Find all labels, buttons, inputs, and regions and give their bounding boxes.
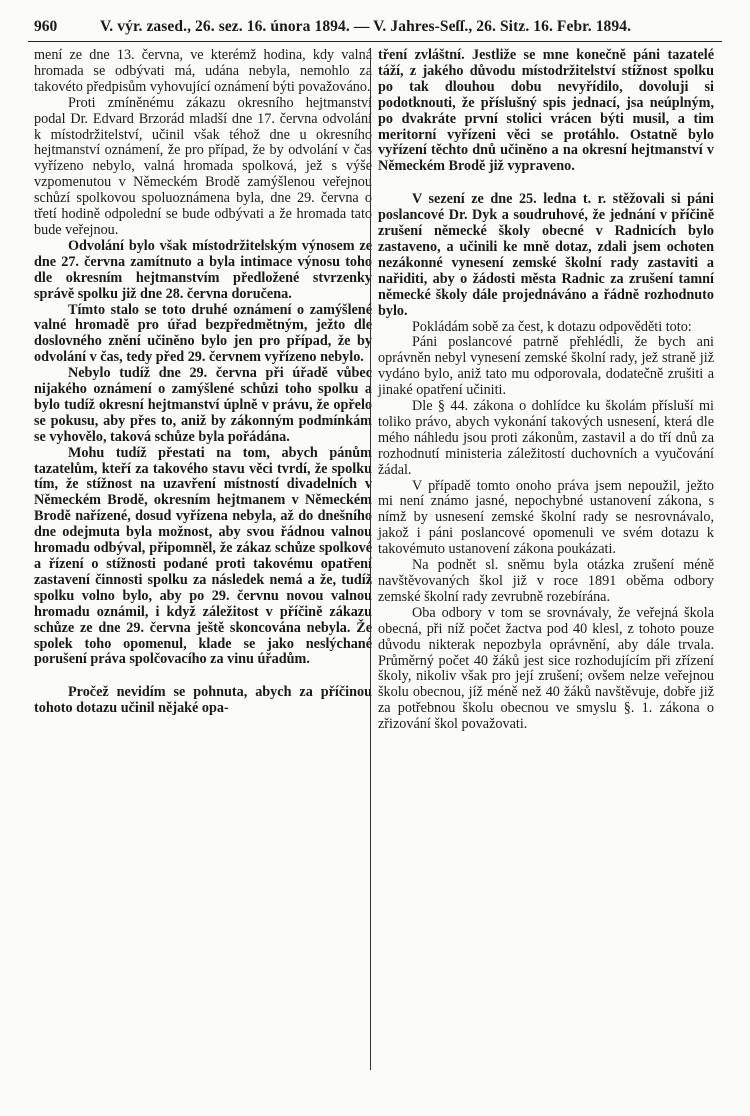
left-paragraph-5: Nebylo tudíž dne 29. června při úřadě vůbec nijakého oznámení o zamýšlené schůzi toho spolku a bylo tudíž okresní hejtmanství úplně v právu, že opřelo se pokusu, aby přes to, aniž by zákonným podmínkám se vyhovělo, taková schůze byla pořádána.: [34, 365, 372, 445]
header-rule: [28, 41, 722, 42]
column-divider: [370, 48, 371, 1070]
left-paragraph-2: Proti zmíněnému zákazu okresního hejtmanství podal Dr. Edvard Brzorád mladší dne 17. června odvolání k místodržitelství, učinil však téhož dne u okresního hejtmanství oznámení, že pro případ, že by odvolání v čas vyřízeno nebylo, valná hromada spolková, jež s výše vzpomenutou v Německém Brodě zamýšlenou veřejnou schůzí spolkovou spoluoznámena byla, dne 29. června o třetí hodině odpolední se bude odbývati a že hromada tato bude veřejnou.: [34, 94, 372, 238]
left-paragraph-1: mení ze dne 13. června, ve kterémž hodina, kdy valná hromada se odbývati má, udána nebyla, nemohlo za takovéto předpisům vyhovující oznámení býti považováno.: [34, 47, 372, 95]
right-paragraph-3: Pokládám sobě za čest, k dotazu odpověděti toto:: [412, 318, 692, 335]
right-paragraph-6: V případě tomto onoho práva jsem nepoužil, ježto mi není známo jasné, nepochybné ustanovení zákona, s nímž by usnesení zemské školní rady se nesrovnávalo, jakož i páni poslancové opomenuli ve svém dotazu k takovémuto ustanovení zákona poukázati.: [378, 477, 714, 558]
right-paragraph-8: Oba odbory v tom se srovnávaly, že veřejná škola obecná, při níž počet žactva pod 40 klesl, z tohoto pouze důvodu nikterak nepozbyla oprávnění, aby dále trvala. Průměrný počet 40 žáků jest sice rozhodujícím při zřízení školy, nikoliv však pro její zrušení; ovšem nelze veřejnou školu obecnou, jíž méně než 40 žáků navštěvuje, dobře již za potřebnou školu obecnou ve smyslu §. 1. zákona o zřizování škol považovati.: [378, 604, 714, 733]
page-header: [28, 18, 718, 40]
left-paragraph-3: Odvolání bylo však místodržitelským výnosem ze dne 27. června zamítnuto a byla intimace výnosu toho dle okresním hejtmanstvím předložené stvrzenky správě spolku již dne 28. června doručena.: [34, 237, 372, 302]
left-paragraph-6: Mohu tudíž přestati na tom, abych pánům tazatelům, kteří za takového stavu věci tvrdí, že spolku tím, že stížnost na uzavření místností divadelních v Německém Brodě, okresním hejtmanem v Německém Brodě nařízené, dosud vyřízena nebyla, až do dnešního dne odejmuta byla možnost, aby svou řádnou valnou hromadu odbýval, připomněl, že zákaz schůze spolkové a řízení o stížnosti podané proti takovému opatření zastavení činnosti spolku za následek nemá a že, tudíž spolku volno bylo, aby po 29. červnu novou valnou hromadu oznámil, i když záležitost v příčině zákazu schůze ze dne 29. června ještě skoncována nebyla. Že spolek toho opomenul, klade se jako neslýchané porušení práva spolčovacího za vinu úřadům.: [34, 444, 372, 668]
left-paragraph-7: Pročež nevidím se pohnuta, abych za příčinou tohoto dotazu učinil nějaké opa-: [34, 684, 372, 717]
running-title: V. výr. zased., 26. sez. 16. února 1894. — V. Jahres-Seſſ., 26. Sitz. 16. Febr. 1894.: [100, 18, 632, 35]
right-paragraph-2: V sezení ze dne 25. ledna t. r. stěžovali si páni poslancové Dr. Dyk a soudruhové, že jednání v příčině zrušení německé školy obecné v Radnicích bylo zastaveno, a učinili ke mně dotaz, zdali jsem ochoten nezákonné vynesení zemské školní rady zastaviti a nařiditi, aby o žádosti města Radnic za zrušení tamní německé školy dále projednáváno a řádně rozhodnuto bylo.: [378, 191, 714, 319]
right-paragraph-1: tření zvláštní. Jestliže se mne konečně páni tazatelé táží, z jakého důvodu místodržitelství stížnost spolku po tak dlouhou dobu nevyřídilo, dovoluji si podotknouti, že příslušný spis jednací, jsa neúplným, po dvakráte první stolici vrácen býti musil, a tim meritorní vyřízeni věci se protáhlo. Ostatně bylo vyřízení těchto dnů učiněno a na okresní hejtmanství v Německém Brodě již vypraveno.: [378, 47, 714, 175]
right-paragraph-4: Páni poslancové patrně přehlédli, že bych ani oprávněn nebyl vynesení zemské školní rady, jež straně již vydáno bylo, aniž tato mu odporovala, dodatečně zrušiti a jinaké opatření učiniti.: [378, 334, 714, 399]
page-number: 960: [34, 18, 58, 35]
left-paragraph-4: Tímto stalo se toto druhé oznámení o zamýšlené valné hromadě pro úřad bezpředmětným, ježto dle doslovného znění učiněno bylo jen pro případ, že by odvolání v čas, tedy před 29. červnem vyřízeno nebylo.: [34, 301, 372, 366]
right-paragraph-7: Na podnět sl. sněmu byla otázka zrušení méně navštěvovaných škol již v roce 1891 oběma odbory zemské školní rady zevrubně rozebírána.: [378, 557, 714, 605]
right-column: [378, 48, 714, 733]
left-column: [34, 48, 372, 717]
right-paragraph-5: Dle § 44. zákona o dohlídce ku školám přísluší mi toliko právo, abych vykonání takových usnesení, která dle mého náhledu jsou proti zákonům, zastavil a do tří dnů za rozhodnutí ministeria záležitostí duchovních a vyučování žádal.: [378, 398, 714, 478]
